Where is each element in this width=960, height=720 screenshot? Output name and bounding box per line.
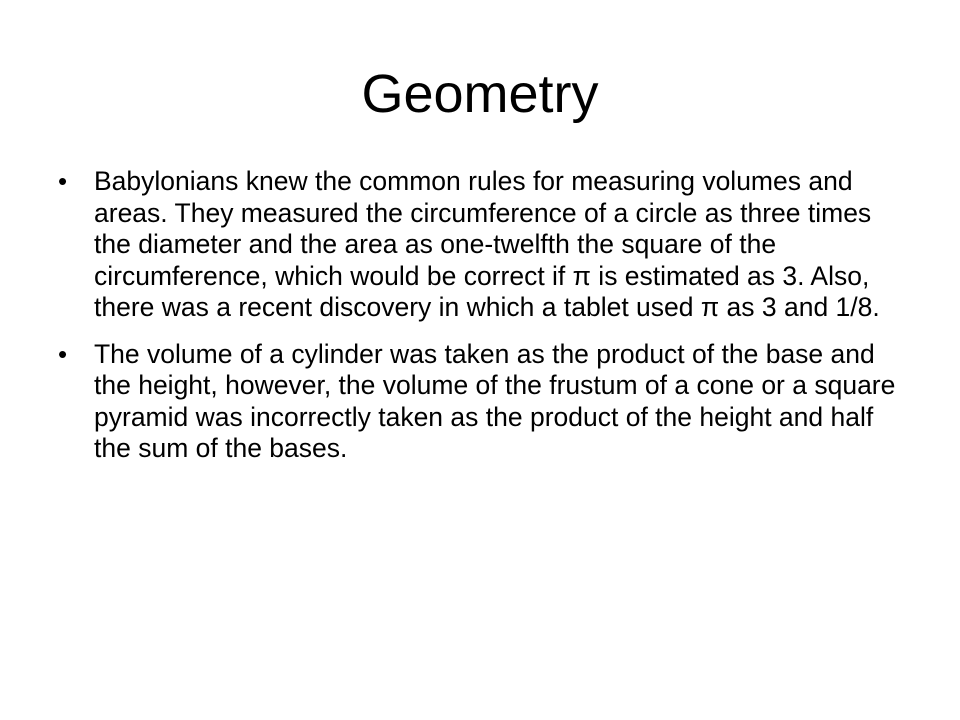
bullet-marker: •	[58, 166, 68, 196]
bullet-marker: •	[58, 338, 68, 369]
bullet-item	[58, 339, 908, 465]
bullet-list	[58, 166, 908, 480]
slide-title: Geometry	[361, 64, 599, 124]
bullet-text: The volume of a cylinder was taken as the product of the base and the height, however, the volume of the frustum of a cone or a square pyramid was incorrectly taken as the product of the height and half the sum of the bases.	[94, 338, 896, 463]
bullet-text: Babylonians knew the common rules for measuring volumes and areas. They measured the circumference of a circle as three times the diameter and the area as one-twelfth the square of the circumference, which would be correct if π is estimated as 3. Also, there was a recent discovery in which a tablet used π as 3 and 1/8.	[94, 166, 880, 322]
bullet-item	[58, 166, 908, 324]
